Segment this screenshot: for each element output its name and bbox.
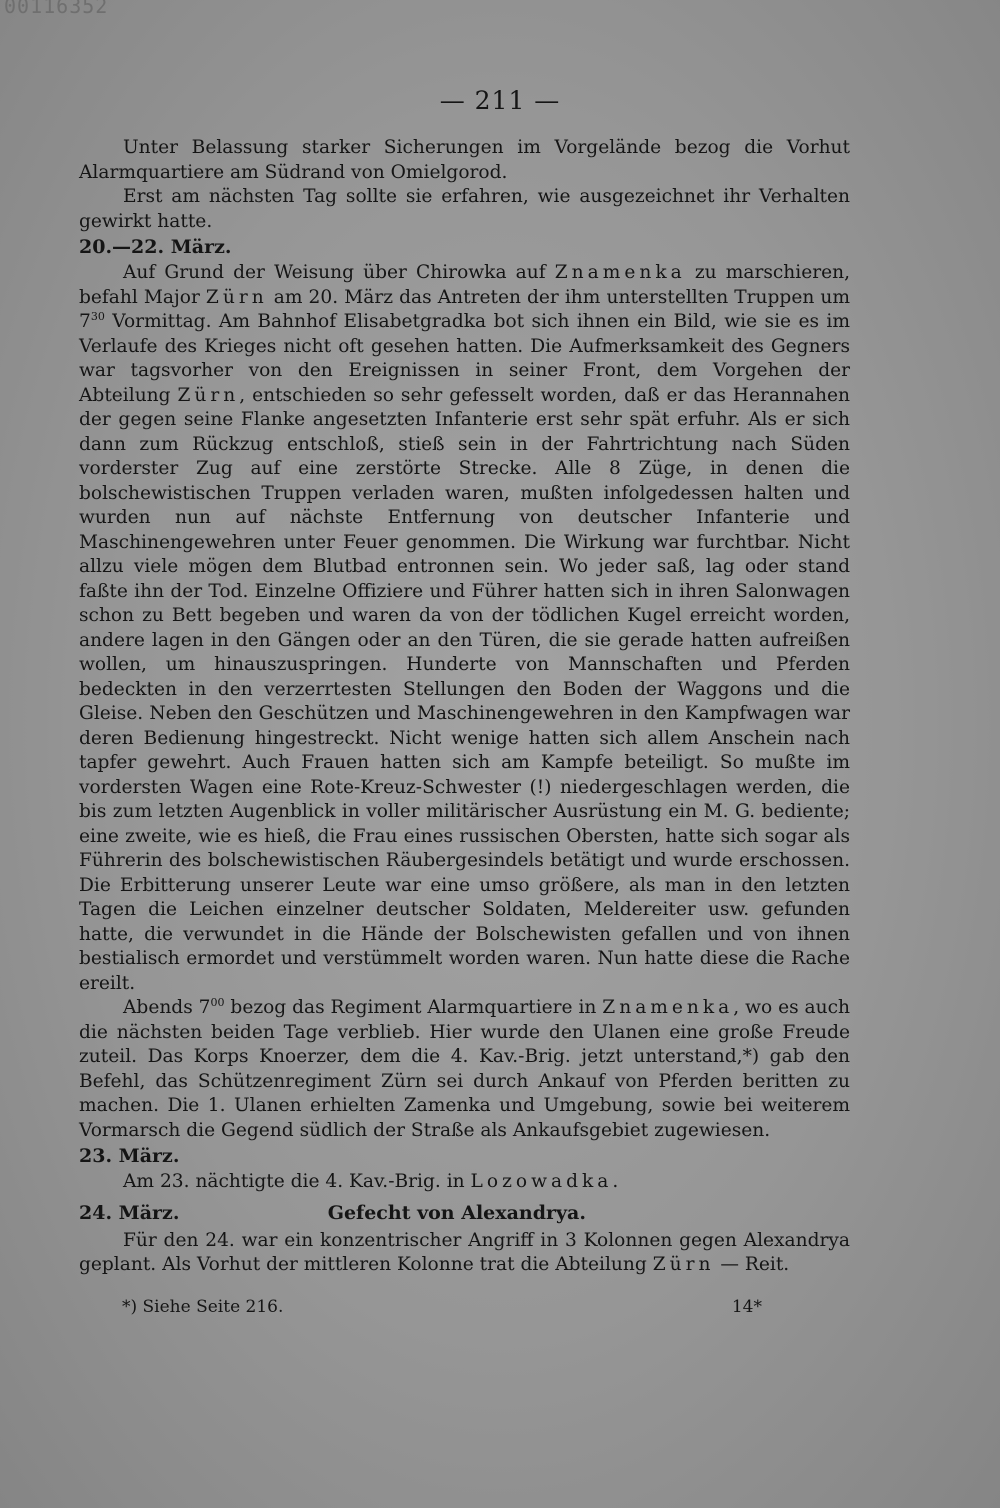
footer <box>122 1297 762 1317</box>
body-text <box>79 136 850 1278</box>
footnote: *) Siehe Seite 216. <box>122 1297 284 1317</box>
paragraph-march-23: Am 23. nächtigte die 4. Kav.-Brig. in Lozowadka. <box>123 1171 619 1192</box>
section-heading-row <box>79 1200 850 1227</box>
time-superscript: 30 <box>90 310 105 323</box>
person-name: Zürn <box>205 286 268 308</box>
person-name: Zürn <box>652 1254 715 1275</box>
place-name: Znamenka <box>602 997 734 1018</box>
paragraph-march-24: Für den 24. war ein konzentrischer Angriff in 3 Kolonnen gegen Alexandrya geplant. Als Vorhut der mittleren Kolonne trat die Abteilung Zürn — Reit. <box>79 1229 850 1275</box>
paragraph-intro-1: Unter Belassung starker Sicherungen im Vorgelände bezog die Vorhut Alarmquartiere am Südrand von Omielgorod. <box>79 137 850 183</box>
date-heading-20-22-maerz: 20.—22. März. <box>79 236 232 258</box>
place-name: Znamenka <box>554 262 686 283</box>
time-superscript: 00 <box>210 996 225 1009</box>
paragraph-evening: Abends $7^{00}$ bezog das Regiment Alarmquartiere in Znamenka, wo es auch die nächsten beiden Tage verblieb. Hier wurde den Ulanen eine große Freude zuteil. Das Korps Knoerzer, dem die 4. Kav.-Brig. jetzt unterstand,*) gab den Befehl, das Schützenregiment Zürn sei durch Ankauf von Pferden beritten zu machen. Die 1. Ulanen erhielten Zamenka und Umgebung, sowie bei weiterem Vormarsch die Gegend südlich der Straße als Ankaufsgebiet zugewiesen. <box>79 996 850 1141</box>
person-name: Zürn <box>177 384 240 406</box>
page-number: — 211 — <box>439 86 561 115</box>
date-heading-24-maerz: 24. März. <box>79 1201 180 1224</box>
paragraph-march-20: Auf Grund der Weisung über Chirowka auf Znamenka zu marschieren, befahl Major Zürn am 20. März das Antreten der ihm unterstellten Truppen um $7^{30}$ Vormittag. Am Bahnhof Elisabetgradka bot sich ihnen ein Bild, wie sie es im Verlaufe des Krieges nicht oft gesehen hatten. Die Aufmerksamkeit des Gegners war tagsvorher von den Ereignissen in seiner Front, dem Vorgehen der Abteilung Zürn, entschieden so sehr gefesselt worden, daß er das Herannahen der gegen seine Flanke angesetzten Infanterie erst sehr spät erfuhr. Als er sich dann zum Rückzug entschloß, stieß sein in der Fahrtrichtung nach Süden vorderster Zug auf eine zerstörte Strecke. Alle 8 Züge, in denen die bolschewistischen Truppen verladen waren, mußten infolgedessen halten und wurden nun auf nächste Entfernung von deutscher Infanterie und Maschinengewehren unter Feuer genommen. Die Wirkung war furchtbar. Nicht allzu viele mögen dem Blutbad entronnen sein. Wo jeder saß, lag oder stand faßte ihn der Tod. Einzelne Offiziere und Führer hatten sich in ihren Salonwagen schon zu Bett begeben und waren da von der tödlichen Kugel erreicht worden, andere lagen in den Gängen oder an den Türen, die sie gerade hatten aufreißen wollen, um hinauszuspringen. Hunderte von Mannschaften und Pferden bedeckten in den verzerrtesten Stellungen den Boden der Waggons und die Gleise. Neben den Geschützen und Maschinengewehren in den Kampfwagen war deren Bedienung hingestreckt. Nicht wenige hatten sich allem Anschein nach tapfer gewehrt. Auch Frauen hatten sich am Kampfe beteiligt. So mußte im vordersten Wagen eine Rote-Kreuz-Schwester (!) niedergeschlagen werden, die bis zum letzten Augenblick in voller militärischer Ausrüstung ein M. G. bediente; eine zweite, wie es hieß, die Frau eines russischen Obersten, hatte sich sogar als Führerin des bolschewistischen Räubergesindels betätigt und wurde erschossen. Die Erbitterung unserer Leute war eine umso größere, als man in den letzten Tagen die Leichen einzelner deutscher Soldaten, Meldereiter usw. gefunden hatte, die verwundet in die Hände der Bolschewisten gefallen und von ihnen bestialisch ermordet und verstümmelt worden waren. Nun hatte diese die Rache ereilt. <box>79 262 851 994</box>
paragraph-intro-2: Erst am nächsten Tag sollte sie erfahren, wie ausgezeichnet ihr Verhalten gewirkt hatte. <box>79 186 850 232</box>
date-heading-23-maerz: 23. März. <box>79 1145 180 1167</box>
archive-stamp: 00116352 <box>4 0 109 18</box>
section-title: Gefecht von Alexandrya. <box>327 1201 586 1224</box>
place-name: Lozowadka <box>470 1171 613 1192</box>
printer-signature: 14* <box>731 1297 762 1317</box>
